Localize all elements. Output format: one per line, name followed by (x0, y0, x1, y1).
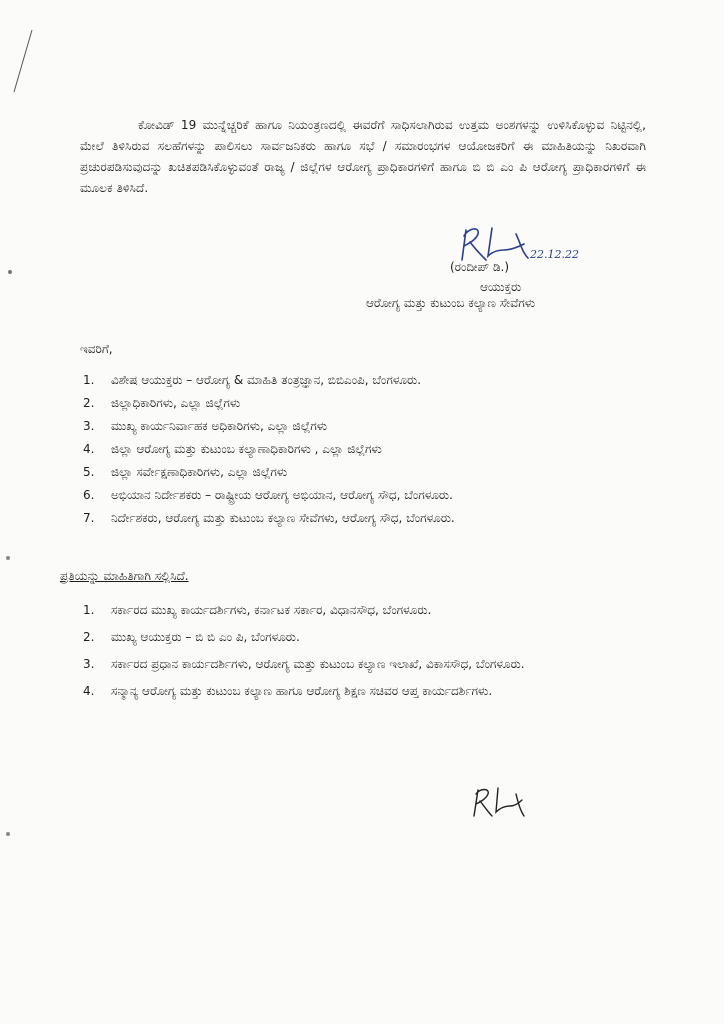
hole-punch-mark (6, 832, 10, 836)
list-item (83, 600, 628, 621)
hole-punch-mark (8, 270, 12, 274)
copy-list (83, 600, 628, 708)
item-number: 5. (83, 465, 95, 479)
signatory-department: ಆರೋಗ್ಯ ಮತ್ತು ಕುಟುಂಬ ಕಲ್ಯಾಣ ಸೇವೆಗಳು (366, 296, 536, 310)
copy-to-label: ಪ್ರತಿಯನ್ನು ಮಾಹಿತಿಗಾಗಿ ಸಲ್ಲಿಸಿದೆ. (60, 569, 189, 583)
hole-punch-mark (6, 556, 10, 560)
signature-date: 22.12.22 (530, 248, 579, 261)
item-text: ಸನ್ಮಾನ್ಯ ಆರೋಗ್ಯ ಮತ್ತು ಕುಟುಂಬ ಕಲ್ಯಾಣ ಹಾಗೂ ಆರೋಗ್ಯ ಶಿಕ್ಷಣ ಸಚಿವರ ಆಪ್ತ ಕಾರ್ಯದರ್ಶಿಗಳು. (111, 684, 493, 698)
item-number: 3. (83, 657, 95, 671)
initials-scribble (470, 784, 530, 824)
list-item (83, 418, 623, 441)
item-text: ಅಭಿಯಾನ ನಿರ್ದೇಶಕರು – ರಾಷ್ಟ್ರೀಯ ಆರೋಗ್ಯ ಅಭಿಯಾನ, ಆರೋಗ್ಯ ಸೌಧ, ಬೆಂಗಳೂರು. (111, 488, 453, 502)
signatory-designation: ಆಯುಕ್ತರು (480, 280, 522, 294)
scan-margin-line (8, 28, 38, 98)
item-text: ಜಿಲ್ಲಾಧಿಕಾರಿಗಳು, ಎಲ್ಲಾ ಜಿಲ್ಲೆಗಳು (111, 396, 241, 410)
list-item (83, 510, 623, 533)
item-text: ಸರ್ಕಾರದ ಪ್ರಧಾನ ಕಾರ್ಯದರ್ಶಿಗಳು, ಆರೋಗ್ಯ ಮತ್ತು ಕುಟುಂಬ ಕಲ್ಯಾಣ ಇಲಾಖೆ, ವಿಕಾಸಸೌಧ, ಬೆಂಗಳೂರು. (111, 657, 525, 671)
item-number: 7. (83, 511, 95, 525)
addressee-list (83, 372, 623, 533)
list-item (83, 395, 623, 418)
item-text: ಮುಖ್ಯ ಆಯುಕ್ತರು – ಬಿ ಬಿ ಎಂ ಪಿ, ಬೆಂಗಳೂರು. (111, 630, 300, 644)
body-paragraph: ಕೋವಿಡ್ 19 ಮುನ್ನೆಚ್ಚರಿಕೆ ಹಾಗೂ ನಿಯಂತ್ರಣದಲ್ಲಿ ಈವರೆಗೆ ಸಾಧಿಸಲಾಗಿರುವ ಉತ್ತಮ ಅಂಶಗಳನ್ನು ಉಳಿಸಿಕೊಳ್ಳುವ ನಿಟ್ಟಿನಲ್ಲಿ, ಮೇಲೆ ತಿಳಿಸಿರುವ ಸಲಹೆಗಳನ್ನು ಪಾಲಿಸಲು ಸಾರ್ವಜನಿಕರು ಹಾಗೂ ಸಭೆ / ಸಮಾರಂಭಗಳ ಆಯೋಜಕರಿಗೆ ಈ ಮಾಹಿತಿಯನ್ನು ನಿಖರವಾಗಿ ಪ್ರಚುರಪಡಿಸುವುದನ್ನು ಖಚಿತಪಡಿಸಿಕೊಳ್ಳುವಂತೆ ರಾಜ್ಯ / ಜಿಲ್ಲೆಗಳ ಆರೋಗ್ಯ ಪ್ರಾಧಿಕಾರಗಳಿಗೆ ಹಾಗೂ ಬಿ ಬಿ ಎಂ ಪಿ ಆರೋಗ್ಯ ಪ್ರಾಧಿಕಾರಗಳಿಗೆ ಈ ಮೂಲಕ ತಿಳಿಸಿದೆ. (80, 118, 646, 195)
signatory-name: (ರಂದೀಪ್ ಡಿ.) (450, 260, 510, 274)
list-item (83, 627, 628, 648)
list-item (83, 654, 628, 675)
item-number: 3. (83, 419, 95, 433)
addressee-label: ಇವರಿಗೆ, (80, 342, 113, 356)
item-number: 2. (83, 396, 95, 410)
item-text: ಜಿಲ್ಲಾ ಆರೋಗ್ಯ ಮತ್ತು ಕುಟುಂಬ ಕಲ್ಯಾಣಾಧಿಕಾರಿಗಳು , ಎಲ್ಲಾ ಜಿಲ್ಲೆಗಳು (111, 442, 382, 456)
item-text: ಜಿಲ್ಲಾ ಸರ್ವೇಕ್ಷಣಾಧಿಕಾರಿಗಳು, ಎಲ್ಲಾ ಜಿಲ್ಲೆಗಳು (111, 465, 288, 479)
item-number: 1. (83, 603, 95, 617)
item-text: ಸರ್ಕಾರದ ಮುಖ್ಯ ಕಾರ್ಯದರ್ಶಿಗಳು, ಕರ್ನಾಟಕ ಸರ್ಕಾರ, ವಿಧಾನಸೌಧ, ಬೆಂಗಳೂರು. (111, 603, 432, 617)
item-text: ವಿಶೇಷ ಆಯುಕ್ತರು – ಆರೋಗ್ಯ & ಮಾಹಿತಿ ತಂತ್ರಜ್ಞಾನ, ಬಿಬಿಎಂಪಿ, ಬೆಂಗಳೂರು. (111, 373, 422, 387)
item-number: 4. (83, 442, 95, 456)
item-number: 4. (83, 684, 95, 698)
list-item (83, 487, 623, 510)
item-text: ಮುಖ್ಯ ಕಾರ್ಯನಿರ್ವಾಹಕ ಅಧಿಕಾರಿಗಳು, ಎಲ್ಲಾ ಜಿಲ್ಲೆಗಳು (111, 419, 328, 433)
item-number: 2. (83, 630, 95, 644)
item-number: 6. (83, 488, 95, 502)
list-item (83, 441, 623, 464)
item-text: ನಿರ್ದೇಶಕರು, ಆರೋಗ್ಯ ಮತ್ತು ಕುಟುಂಬ ಕಲ್ಯಾಣ ಸೇವೆಗಳು, ಆರೋಗ್ಯ ಸೌಧ, ಬೆಂಗಳೂರು. (111, 511, 455, 525)
list-item (83, 464, 623, 487)
item-number: 1. (83, 373, 95, 387)
list-item (83, 681, 628, 702)
list-item (83, 372, 623, 395)
